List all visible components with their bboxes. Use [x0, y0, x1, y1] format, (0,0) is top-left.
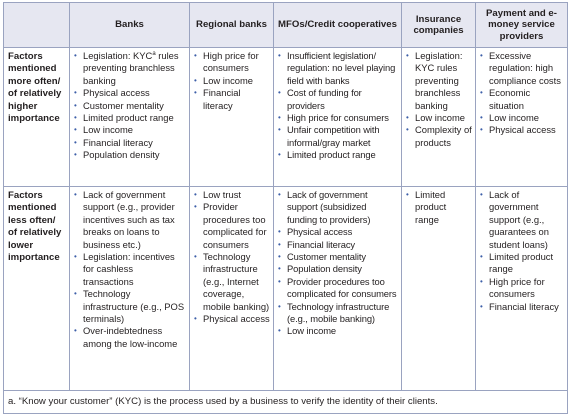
list-item: • Lack of government support (e.g., provider incentives such as tax breaks on loans to business etc.): [73, 189, 186, 251]
list-item: • Lack of government support (e.g., guarantees on student loans): [479, 189, 564, 251]
list-item: • Provider procedures too complicated for consumers: [193, 201, 270, 251]
list-item: • Technology infrastructure (e.g., POS terminals): [73, 288, 186, 325]
list-item: • Physical access: [479, 124, 564, 136]
list-item: • Lack of government support (subsidized funding to providers): [277, 189, 398, 226]
col-header-insurance: Insurance companies: [402, 3, 476, 48]
list-item: • Low trust: [193, 189, 270, 201]
list-item: • Financial literacy: [277, 239, 398, 251]
list-item: • Low income: [405, 112, 472, 124]
list-item: • Customer mentality: [277, 251, 398, 263]
table-footnote: a. “Know your customer” (KYC) is the process used by a business to verify the identity of their clients.: [4, 391, 568, 414]
list-item: • Provider procedures too complicated for consumers: [277, 276, 398, 301]
cell-more-banks: [70, 48, 190, 187]
list-item: • Legislation: incentives for cashless transactions: [73, 251, 186, 288]
list-item: • Economic situation: [479, 87, 564, 112]
list-item: • Limited product range: [277, 149, 398, 161]
list-item: • Physical access: [73, 87, 186, 99]
list-item: • Low income: [479, 112, 564, 124]
list-item: • Insufficient legislation/ regulation: no level playing field with banks: [277, 50, 398, 87]
footnote-marker: a: [152, 50, 156, 57]
list-item: • Population density: [277, 263, 398, 275]
cell-less-mfo: [274, 187, 402, 391]
list-item: • Limited product range: [73, 112, 186, 124]
list-item: • Financial literacy: [73, 137, 186, 149]
list-item: • Low income: [73, 124, 186, 136]
list-item: • Low income: [193, 75, 270, 87]
list-item: • High price for consumers: [277, 112, 398, 124]
list-item: • Physical access: [277, 226, 398, 238]
list-less-payment: [479, 189, 564, 313]
factors-table: [3, 2, 568, 414]
cell-less-regional-banks: [190, 187, 274, 391]
list-item: • Legislation: KYC rules preventing branchless banking: [405, 50, 472, 112]
col-header-mfo: MFOs/Credit cooperatives: [274, 3, 402, 48]
row-label-less: Factors mentioned less often/ of relatively lower importance: [4, 187, 70, 391]
list-item: • Low income: [277, 325, 398, 337]
list-item: • Physical access: [193, 313, 270, 325]
list-item: • Unfair competition with informal/gray market: [277, 124, 398, 149]
list-item: • Limited product range: [479, 251, 564, 276]
col-header-banks: Banks: [70, 3, 190, 48]
list-less-regional-banks: [193, 189, 270, 325]
footnote-row: [4, 391, 568, 414]
header-row: [4, 3, 568, 48]
cell-more-insurance: [402, 48, 476, 187]
list-item: • Technology infrastructure (e.g., Internet coverage, mobile banking): [193, 251, 270, 313]
cell-more-payment: [476, 48, 568, 187]
cell-more-regional-banks: [190, 48, 274, 187]
corner-header: [4, 3, 70, 48]
cell-more-mfo: [274, 48, 402, 187]
list-more-payment: [479, 50, 564, 137]
list-item: • Cost of funding for providers: [277, 87, 398, 112]
col-header-payment: Payment and e-money service providers: [476, 3, 568, 48]
list-item: • Financial literacy: [479, 301, 564, 313]
col-header-regional-banks: Regional banks: [190, 3, 274, 48]
list-less-banks: [73, 189, 186, 350]
cell-less-insurance: [402, 187, 476, 391]
list-item: • Excessive regulation: high compliance costs: [479, 50, 564, 87]
list-less-insurance: [405, 189, 472, 226]
list-more-banks: [73, 50, 186, 162]
list-item: • Financial literacy: [193, 87, 270, 112]
list-item: • High price for consumers: [479, 276, 564, 301]
list-item: • Limited product range: [405, 189, 472, 226]
cell-less-banks: [70, 187, 190, 391]
cell-less-payment: [476, 187, 568, 391]
list-more-regional-banks: [193, 50, 270, 112]
list-item: • Technology infrastructure (e.g., mobile banking): [277, 301, 398, 326]
list-more-mfo: [277, 50, 398, 162]
list-item: • Legislation: KYC$^a$ rules preventing branchless banking: [73, 50, 186, 87]
list-less-mfo: [277, 189, 398, 338]
list-item: • Over-indebtedness among the low-income: [73, 325, 186, 350]
list-item: • High price for consumers: [193, 50, 270, 75]
list-item: • Population density: [73, 149, 186, 161]
row-less-important: [4, 187, 568, 391]
list-more-insurance: [405, 50, 472, 149]
list-item: • Complexity of products: [405, 124, 472, 149]
row-more-important: [4, 48, 568, 187]
row-label-more: Factors mentioned more often/ of relatively higher importance: [4, 48, 70, 187]
list-item: • Customer mentality: [73, 100, 186, 112]
